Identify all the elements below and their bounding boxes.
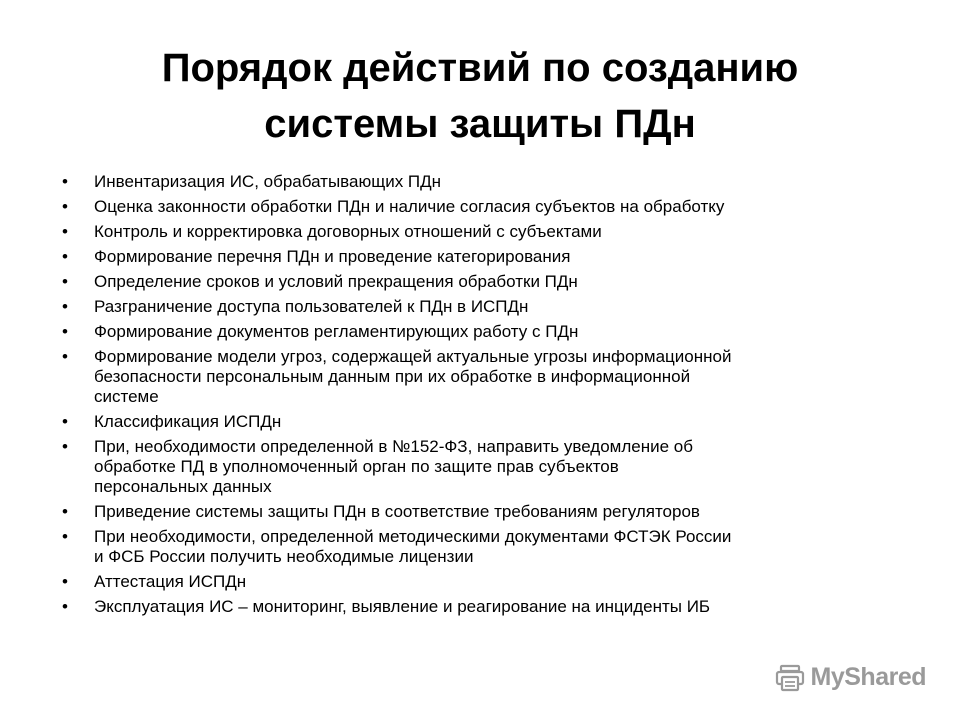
list-item <box>62 502 912 522</box>
list-item-text: Разграничение доступа пользователей к ПДн в ИСПДн <box>94 297 529 316</box>
bullet-icon: • <box>62 412 68 431</box>
bullet-icon: • <box>62 297 68 316</box>
list-item-text: Оценка законности обработки ПДн и наличие согласия субъектов на обработку <box>94 197 725 216</box>
list-item-text: Инвентаризация ИС, обрабатывающих ПДн <box>94 172 442 191</box>
list-item-text: Приведение системы защиты ПДн в соответствие требованиям регуляторов <box>94 502 700 521</box>
bullet-icon: • <box>62 272 68 291</box>
list-item-text: Формирование перечня ПДн и проведение категорирования <box>94 247 571 266</box>
list-item-text: Классификация ИСПДн <box>94 412 282 431</box>
list-item <box>62 322 912 342</box>
bullet-icon: • <box>62 572 68 591</box>
list-item-text: Формирование модели угроз, содержащей актуальные угрозы информационной безопасности персональным данным при их обработке в информационной системе <box>94 347 732 406</box>
list-item-text: Аттестация ИСПДн <box>94 572 247 591</box>
bullet-icon: • <box>62 222 68 241</box>
list-item <box>62 597 912 617</box>
list-item <box>62 247 912 267</box>
list-item-text: При, необходимости определенной в №152-ФЗ, направить уведомление об обработке ПД в уполномоченный орган по защите прав субъектов персональных данных <box>94 437 693 496</box>
bullet-icon: • <box>62 502 68 521</box>
myshared-logo-icon <box>775 664 805 692</box>
bullet-icon: • <box>62 322 68 341</box>
list-item-text: Эксплуатация ИС – мониторинг, выявление и реагирование на инциденты ИБ <box>94 597 711 616</box>
bullet-icon: • <box>62 527 68 546</box>
myshared-watermark[interactable] <box>775 663 926 692</box>
bullet-list <box>62 172 912 622</box>
bullet-icon: • <box>62 247 68 266</box>
list-item <box>62 297 912 317</box>
list-item <box>62 172 912 192</box>
bullet-icon: • <box>62 597 68 616</box>
list-item <box>62 197 912 217</box>
list-item <box>62 437 912 497</box>
list-item <box>62 272 912 292</box>
bullet-icon: • <box>62 347 68 366</box>
list-item <box>62 347 912 407</box>
bullet-icon: • <box>62 172 68 191</box>
bullet-icon: • <box>62 437 68 456</box>
list-item <box>62 222 912 242</box>
list-item <box>62 572 912 592</box>
bullet-icon: • <box>62 197 68 216</box>
list-item-text: Определение сроков и условий прекращения обработки ПДн <box>94 272 578 291</box>
list-item <box>62 412 912 432</box>
list-item <box>62 527 912 567</box>
list-item-text: Формирование документов регламентирующих работу с ПДн <box>94 322 579 341</box>
list-item-text: Контроль и корректировка договорных отношений с субъектами <box>94 222 602 241</box>
list-item-text: При необходимости, определенной методическими документами ФСТЭК России и ФСБ России получить необходимые лицензии <box>94 527 732 566</box>
watermark-text: MyShared <box>810 663 926 691</box>
slide-title: Порядок действий по созданию системы защиты ПДн <box>161 46 799 146</box>
